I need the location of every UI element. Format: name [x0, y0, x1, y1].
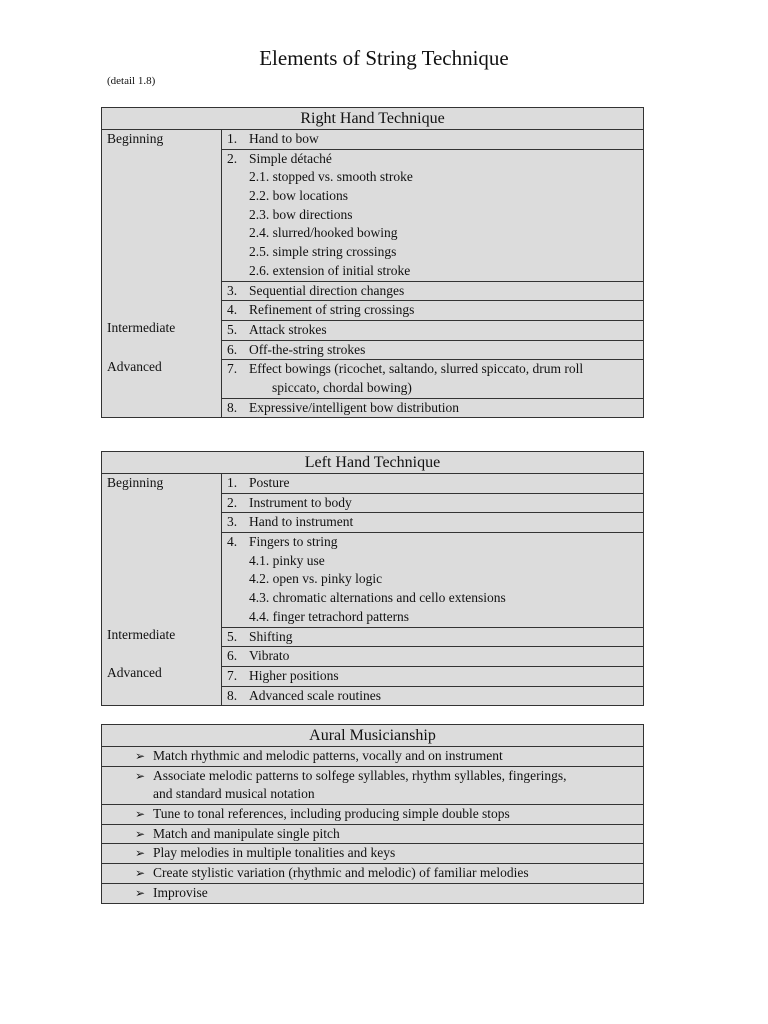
- item-text: Instrument to body: [249, 494, 352, 510]
- sub-item: 2.5. simple string crossings: [249, 244, 397, 260]
- technique-item: [222, 282, 643, 302]
- technique-item: [222, 341, 643, 361]
- item-text: Hand to instrument: [249, 514, 354, 530]
- item-line: [222, 474, 643, 493]
- item-line: [222, 628, 643, 647]
- table-title: Right Hand Technique: [102, 108, 643, 130]
- aural-items: [102, 747, 643, 903]
- technique-item: [222, 130, 643, 150]
- aural-item: [102, 844, 643, 864]
- item-text: Simple détaché: [249, 150, 332, 166]
- aural-item-text: [153, 844, 643, 863]
- aural-musicianship-table: [101, 724, 644, 904]
- aural-item-text: [153, 747, 643, 766]
- item-line: [222, 667, 643, 686]
- item-number: 6.: [227, 341, 238, 357]
- aural-item: [102, 825, 643, 845]
- level-beginning: Beginning: [107, 131, 164, 146]
- items-column: [222, 130, 643, 417]
- detail-reference: (detail 1.8): [107, 75, 156, 87]
- item-number: 5.: [227, 628, 238, 644]
- technique-item: [222, 301, 643, 321]
- arrowhead-bullet-icon: ➢: [134, 768, 145, 783]
- item-line: [222, 341, 643, 360]
- technique-item: [222, 513, 643, 533]
- arrowhead-bullet-icon: ➢: [134, 866, 145, 881]
- arrowhead-bullet-icon: ➢: [134, 846, 145, 861]
- item-text: Attack strokes: [249, 321, 327, 337]
- aural-line: Match and manipulate single pitch: [153, 825, 340, 841]
- item-number: 4.: [227, 534, 238, 550]
- item-line: [222, 513, 643, 532]
- sub-item: 4.4. finger tetrachord patterns: [249, 608, 410, 624]
- sub-item: 2.6. extension of initial stroke: [249, 262, 411, 278]
- items-column: [222, 474, 643, 705]
- item-number: 1.: [227, 131, 238, 146]
- arrowhead-bullet-icon: ➢: [134, 807, 145, 822]
- aural-line: Play melodies in multiple tonalities and keys: [153, 845, 396, 861]
- technique-item: [222, 474, 643, 494]
- level-beginning: Beginning: [107, 475, 164, 490]
- item-number: 8.: [227, 399, 238, 415]
- item-text: Hand to bow: [249, 131, 319, 146]
- item-text: Expressive/intelligent bow distribution: [249, 399, 459, 415]
- aural-line: Tune to tonal references, including producing simple double stops: [153, 806, 510, 822]
- item-text: Advanced scale routines: [249, 687, 381, 703]
- item-line: [222, 360, 643, 379]
- document-title: Elements of String Technique: [259, 46, 509, 70]
- arrowhead-bullet-icon: ➢: [134, 885, 145, 900]
- sub-item: 4.1. pinky use: [249, 552, 325, 568]
- item-line: [222, 399, 643, 418]
- sub-item: 2.1. stopped vs. smooth stroke: [249, 169, 413, 185]
- level-column: [102, 130, 222, 417]
- aural-item-text: [153, 805, 643, 824]
- level-column: [102, 474, 222, 705]
- technique-item: [222, 150, 643, 282]
- technique-item: [222, 494, 643, 514]
- table-title: Aural Musicianship: [102, 725, 643, 747]
- item-line: [222, 282, 643, 301]
- right-hand-table: [101, 107, 644, 418]
- aural-line: Match rhythmic and melodic patterns, vocally and on instrument: [153, 748, 503, 763]
- aural-item: [102, 884, 643, 903]
- item-number: 7.: [227, 361, 238, 377]
- item-number: 5.: [227, 321, 238, 337]
- item-line: [222, 301, 643, 320]
- aural-item-text: [153, 864, 643, 883]
- technique-item: [222, 628, 643, 648]
- item-continuation: spiccato, chordal bowing): [272, 379, 412, 395]
- item-number: 2.: [227, 150, 238, 166]
- technique-item: [222, 647, 643, 667]
- sub-item: 2.3. bow directions: [249, 206, 353, 222]
- item-text: Posture: [249, 475, 290, 490]
- item-line: [222, 494, 643, 513]
- aural-item: [102, 805, 643, 825]
- item-line: [222, 647, 643, 666]
- technique-item: [222, 687, 643, 706]
- aural-item: [102, 864, 643, 884]
- sub-item: 2.4. slurred/hooked bowing: [249, 225, 398, 241]
- item-number: 1.: [227, 475, 238, 490]
- item-line: [222, 150, 643, 169]
- technique-item: [222, 399, 643, 418]
- technique-item: [222, 321, 643, 341]
- aural-item-text: [153, 884, 643, 903]
- item-text: Higher positions: [249, 667, 339, 683]
- aural-line: Improvise: [153, 884, 208, 900]
- technique-item: [222, 360, 643, 398]
- item-text: Fingers to string: [249, 534, 338, 550]
- item-line: [222, 321, 643, 340]
- item-number: 8.: [227, 687, 238, 703]
- aural-line: and standard musical notation: [153, 786, 315, 802]
- item-text: Vibrato: [249, 648, 290, 664]
- item-text: Sequential direction changes: [249, 282, 405, 298]
- item-line: [222, 533, 643, 552]
- item-number: 6.: [227, 648, 238, 664]
- item-line: [222, 130, 643, 149]
- technique-item: [222, 667, 643, 687]
- aural-line: Associate melodic patterns to solfege syllables, rhythm syllables, fingerings,: [153, 767, 567, 783]
- item-number: 3.: [227, 514, 238, 530]
- arrowhead-bullet-icon: ➢: [134, 749, 145, 763]
- level-advanced: Advanced: [107, 665, 162, 680]
- item-number: 2.: [227, 494, 238, 510]
- item-number: 3.: [227, 282, 238, 298]
- item-text: Shifting: [249, 628, 293, 644]
- table-title: Left Hand Technique: [102, 452, 643, 474]
- left-hand-table: [101, 451, 644, 706]
- arrowhead-bullet-icon: ➢: [134, 826, 145, 841]
- technique-item: [222, 533, 643, 627]
- item-number: 4.: [227, 302, 238, 318]
- aural-line: Create stylistic variation (rhythmic and melodic) of familiar melodies: [153, 865, 529, 881]
- sub-item: 4.2. open vs. pinky logic: [249, 571, 383, 587]
- item-text: Effect bowings (ricochet, saltando, slurred spiccato, drum roll: [249, 361, 584, 377]
- aural-item: [102, 747, 643, 767]
- item-line: [222, 687, 643, 706]
- item-text: Refinement of string crossings: [249, 302, 415, 318]
- item-number: 7.: [227, 667, 238, 683]
- sub-item: 4.3. chromatic alternations and cello extensions: [249, 590, 506, 606]
- level-intermediate: Intermediate: [107, 627, 176, 642]
- item-text: Off-the-string strokes: [249, 341, 366, 357]
- aural-item-text: [153, 825, 643, 844]
- aural-item: [102, 767, 643, 805]
- aural-item-text: [153, 767, 643, 804]
- level-intermediate: Intermediate: [107, 320, 176, 335]
- sub-item: 2.2. bow locations: [249, 188, 348, 204]
- level-advanced: Advanced: [107, 359, 162, 374]
